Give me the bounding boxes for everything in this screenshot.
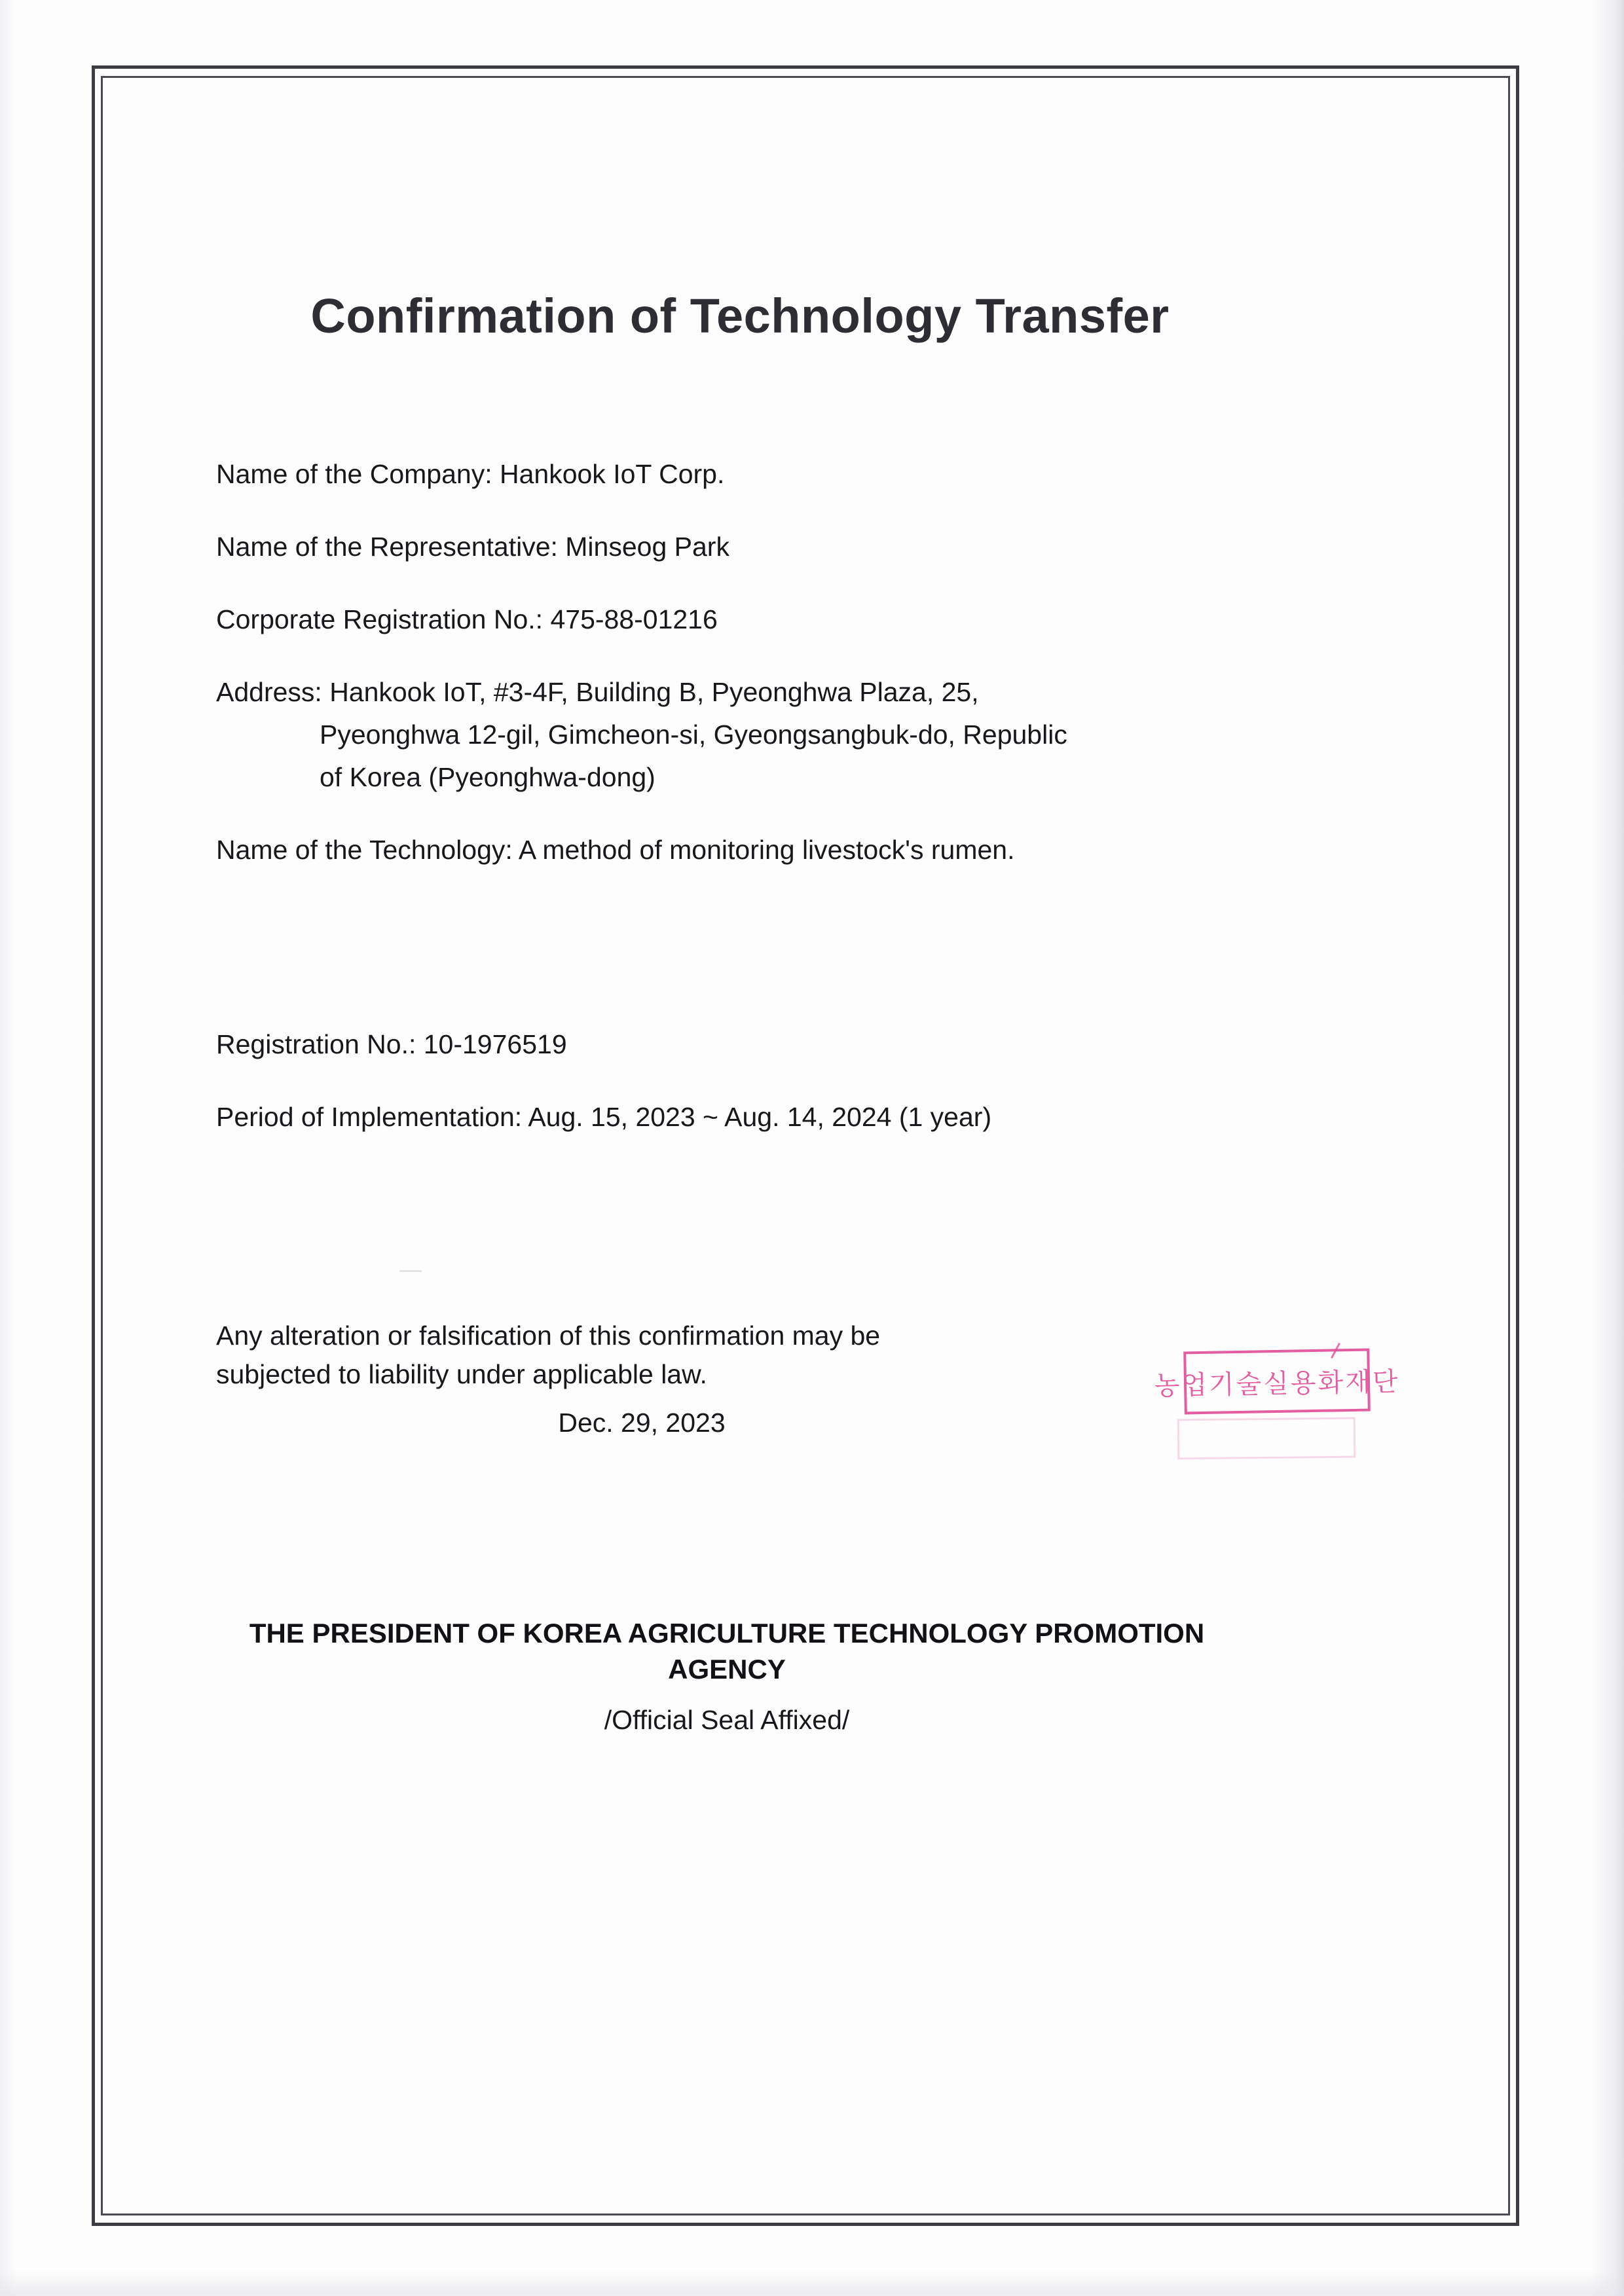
scan-edge-shadow-right <box>1590 0 1624 2296</box>
field-company-name: Name of the Company: Hankook IoT Corp. <box>216 459 725 489</box>
field-address-line-3: of Korea (Pyeonghwa-dong) <box>320 761 655 792</box>
scan-edge-shadow-left <box>0 0 17 2296</box>
issue-date: Dec. 29, 2023 <box>558 1407 726 1438</box>
field-representative-name: Name of the Representative: Minseog Park <box>216 531 729 562</box>
field-address-line-2: Pyeonghwa 12-gil, Gimcheon-si, Gyeongsangbuk-do, Republic <box>320 719 1067 750</box>
field-technology-name: Name of the Technology: A method of monitoring livestock's rumen. <box>216 834 1015 865</box>
spacer-block-1 <box>216 905 1264 1027</box>
seal-text: 농업기술실용화재단 <box>1154 1366 1400 1401</box>
field-corporate-registration-no: Corporate Registration No.: 475-88-01216 <box>216 604 718 634</box>
signatory-title: THE PRESIDENT OF KOREA AGRICULTURE TECHNOLOGY PROMOTION AGENCY <box>249 1617 1205 1685</box>
field-period-of-implementation: Period of Implementation: Aug. 15, 2023 ~ Aug. 14, 2024 (1 year) <box>216 1101 992 1132</box>
page-title: Confirmation of Technology Transfer <box>310 289 1170 343</box>
field-registration-no: Registration No.: 10-1976519 <box>216 1029 567 1059</box>
signature-block <box>216 1615 1238 1736</box>
field-address-line-1: Address: Hankook IoT, #3-4F, Building B, Pyeonghwa Plaza, 25, <box>216 676 979 707</box>
certificate-content <box>216 288 1264 1736</box>
official-seal-note: /Official Seal Affixed/ <box>604 1704 850 1735</box>
spacer-block-2 <box>216 1171 1264 1317</box>
legal-notice-text: Any alteration or falsification of this confirmation may be subjected to liability under applicable law. <box>216 1321 881 1389</box>
scan-edge-shadow-bottom <box>0 2270 1624 2296</box>
